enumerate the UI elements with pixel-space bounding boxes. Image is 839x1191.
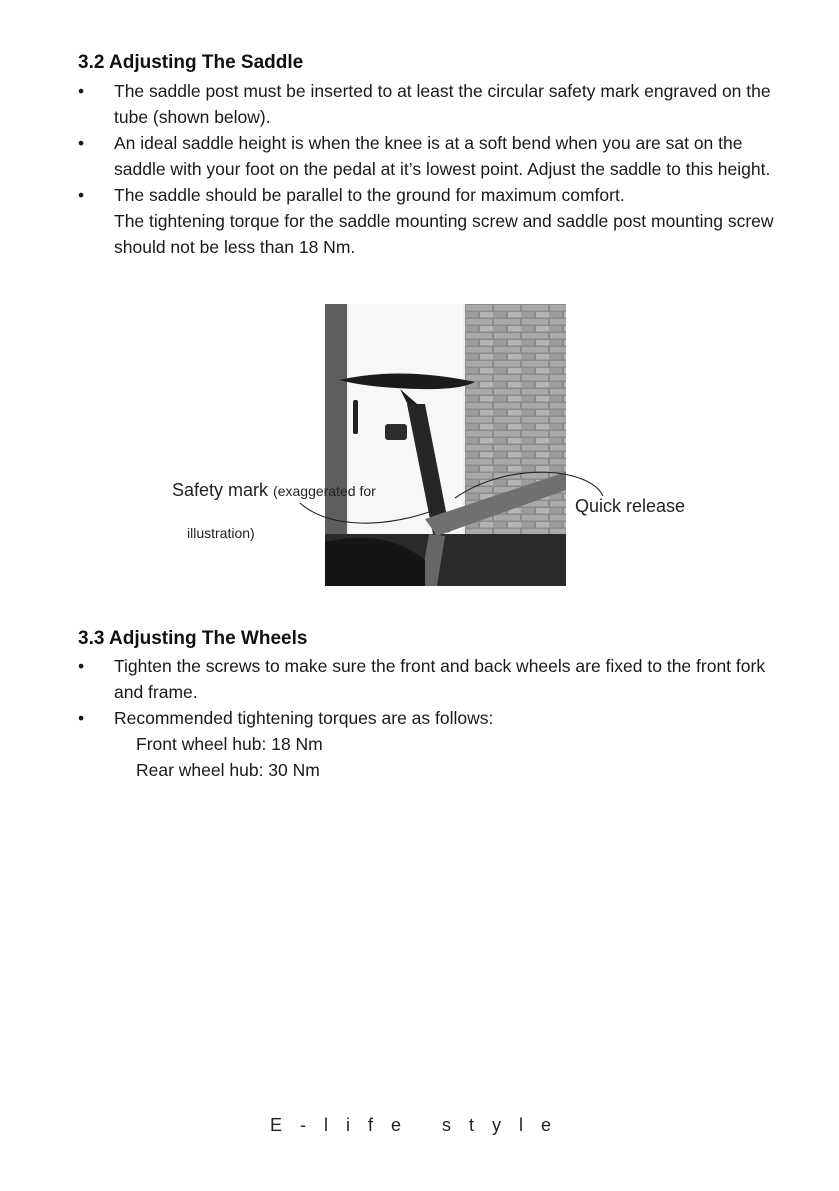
bullet-icon: • (78, 133, 85, 153)
bullet-icon: • (78, 185, 85, 205)
quick-release-leader-line (455, 472, 603, 498)
bullet-text: Tighten the screws to make sure the front and back wheels are fixed to the front fork and frame. (114, 656, 766, 702)
footer-brand: E-life style (270, 1115, 570, 1135)
torque-front: Front wheel hub: 18 Nm (136, 734, 323, 754)
safety-mark-note: (exaggerated for (273, 483, 376, 499)
bullet-text: Recommended tightening torques are as follows: (114, 708, 494, 728)
torque-rear: Rear wheel hub: 30 Nm (136, 760, 320, 780)
bullet-text: An ideal saddle height is when the knee is at a soft bend when you are sat on the saddle with your foot on the pedal at it’s lowest point. Adjust the saddle to this height. (114, 133, 771, 179)
bullet-text-continued: The tightening torque for the saddle mounting screw and saddle post mounting screw should not be less than 18 Nm. (114, 211, 774, 257)
safety-mark-leader-line (300, 503, 440, 523)
bullet-text: The saddle should be parallel to the ground for maximum comfort. (114, 185, 625, 205)
bullet-icon: • (78, 656, 85, 676)
quick-release-label: Quick release (575, 496, 686, 516)
bullet-text: The saddle post must be inserted to at least the circular safety mark engraved on the tube (shown below). (114, 81, 771, 127)
section-heading-wheels: 3.3 Adjusting The Wheels (78, 628, 308, 649)
bullet-icon: • (78, 81, 85, 101)
list-item (78, 653, 778, 705)
wheels-bullet-list (78, 653, 778, 783)
bullet-icon: • (78, 708, 85, 728)
section-heading-saddle: 3.2 Adjusting The Saddle (78, 52, 304, 73)
list-item (78, 705, 778, 783)
safety-mark-text: Safety mark (172, 480, 269, 500)
safety-mark-note-continued: illustration) (187, 525, 255, 541)
